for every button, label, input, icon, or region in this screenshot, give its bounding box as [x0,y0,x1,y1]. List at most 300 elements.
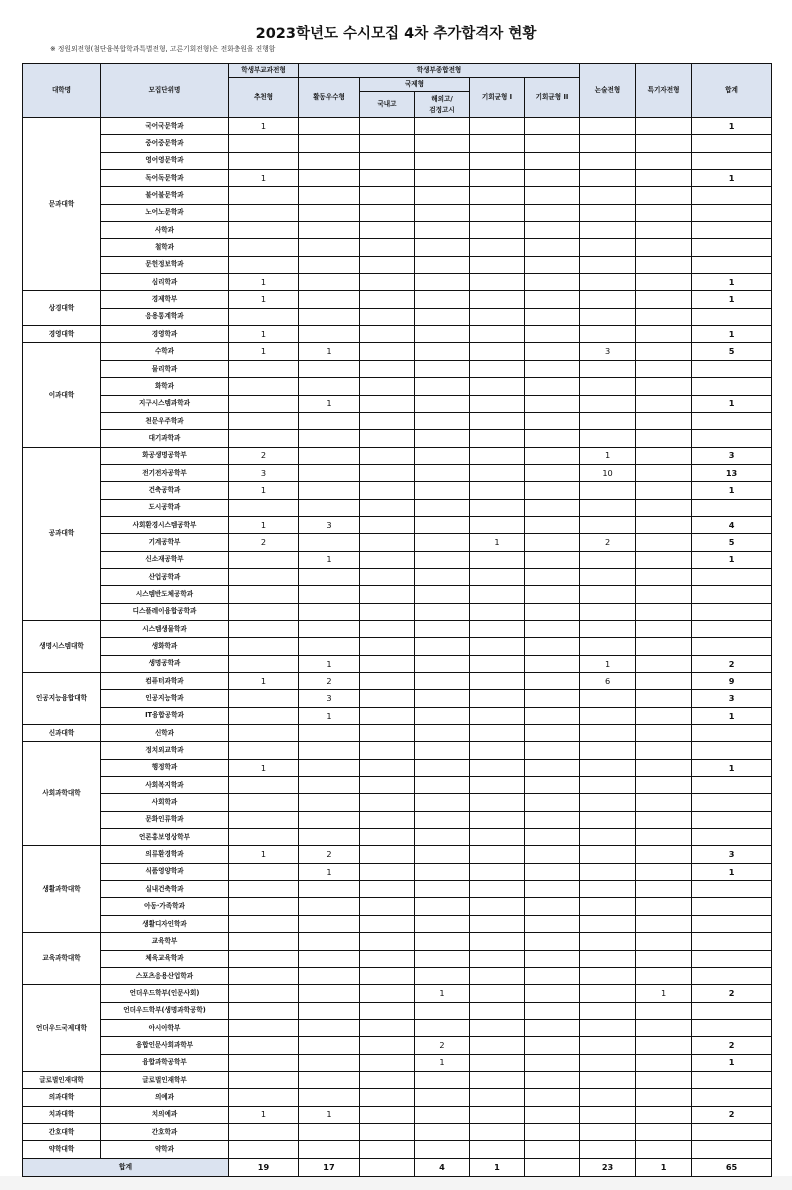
count-cell [636,1089,692,1106]
count-cell [229,551,299,568]
count-cell [229,933,299,950]
dept-name: IT융합공학과 [101,707,229,724]
count-cell [636,829,692,846]
dept-name: 아시아학부 [101,1019,229,1036]
row-total: 1 [692,551,772,568]
dept-name: 인공지능학과 [101,690,229,707]
row-total [692,135,772,152]
count-cell [636,482,692,499]
count-cell [229,898,299,915]
count-cell [360,759,415,776]
count-cell: 3 [580,343,636,360]
count-cell [470,430,525,447]
count-cell [229,222,299,239]
count-cell [415,638,470,655]
row-total: 13 [692,464,772,481]
table-row [23,967,772,984]
dept-name: 사회환경시스템공학부 [101,516,229,533]
row-total [692,499,772,516]
count-cell: 1 [299,551,360,568]
table-row [23,915,772,932]
row-total [692,568,772,585]
count-cell [580,811,636,828]
count-cell [525,222,580,239]
count-cell [470,412,525,429]
count-cell [470,516,525,533]
count-cell [360,1089,415,1106]
count-cell [636,1054,692,1071]
count-cell [525,360,580,377]
header-nonsul: 논술전형 [580,64,636,118]
count-cell [229,395,299,412]
row-total: 1 [692,482,772,499]
dept-name: 수학과 [101,343,229,360]
count-cell [360,794,415,811]
dept-name: 아동·가족학과 [101,898,229,915]
dept-name: 영어영문학과 [101,152,229,169]
count-cell [580,933,636,950]
count-cell [470,863,525,880]
count-cell [360,291,415,308]
count-cell [525,1106,580,1123]
dept-name: 컴퓨터과학과 [101,673,229,690]
dept-name: 응용통계학과 [101,308,229,325]
count-cell [470,1089,525,1106]
count-cell: 2 [229,534,299,551]
count-cell [299,1054,360,1071]
count-cell [636,499,692,516]
count-cell [470,620,525,637]
count-cell [580,950,636,967]
count-cell [299,412,360,429]
table-row [23,222,772,239]
count-cell [360,118,415,135]
table-row [23,464,772,481]
count-cell [229,915,299,932]
count-cell [299,898,360,915]
table-body [23,118,772,1177]
college-name: 문과대학 [23,118,101,291]
college-name: 약학대학 [23,1141,101,1158]
count-cell [360,690,415,707]
dept-name: 융합인문사회과학부 [101,1037,229,1054]
count-cell [525,655,580,672]
row-total: 1 [692,707,772,724]
row-total: 2 [692,1106,772,1123]
count-cell [580,863,636,880]
count-cell [299,499,360,516]
count-cell [636,343,692,360]
row-total: 5 [692,343,772,360]
header-haeoego-line2: 검정고시 [429,105,455,114]
count-cell [636,118,692,135]
count-cell [360,1071,415,1088]
college-name: 사회과학대학 [23,742,101,846]
count-cell [299,135,360,152]
header-gihoe1: 기회균형 I [470,78,525,118]
count-cell [636,378,692,395]
row-total: 1 [692,170,772,187]
count-cell [229,1037,299,1054]
total-cell [525,1158,580,1176]
row-total: 1 [692,759,772,776]
header-teukgi: 특기자전형 [636,64,692,118]
count-cell: 2 [299,673,360,690]
count-cell [525,430,580,447]
count-cell [470,759,525,776]
row-total [692,915,772,932]
count-cell [580,430,636,447]
count-cell [229,1141,299,1158]
row-total: 3 [692,846,772,863]
table-row [23,759,772,776]
count-cell: 10 [580,464,636,481]
count-cell [580,1123,636,1140]
dept-name: 노어노문학과 [101,204,229,221]
count-cell [636,655,692,672]
count-cell [360,152,415,169]
count-cell: 1 [580,655,636,672]
count-cell [470,274,525,291]
count-cell [360,707,415,724]
count-cell [360,742,415,759]
dept-name: 체육교육학과 [101,950,229,967]
count-cell [299,1123,360,1140]
count-cell [525,464,580,481]
count-cell [415,1002,470,1019]
count-cell [360,620,415,637]
table-row [23,187,772,204]
count-cell [229,655,299,672]
dept-name: 지구시스템과학과 [101,395,229,412]
count-cell [229,1071,299,1088]
header-hwaldong: 활동우수형 [299,78,360,118]
count-cell [415,430,470,447]
count-cell [525,343,580,360]
header-total: 합계 [692,64,772,118]
total-cell: 17 [299,1158,360,1176]
table-row [23,395,772,412]
count-cell [360,829,415,846]
count-cell [580,846,636,863]
college-name: 상경대학 [23,291,101,326]
count-cell: 2 [299,846,360,863]
dept-name: 생화학과 [101,638,229,655]
count-cell [229,430,299,447]
count-cell [415,1071,470,1088]
table-row [23,430,772,447]
count-cell [470,690,525,707]
count-cell [580,1037,636,1054]
header-college: 대학명 [23,64,101,118]
count-cell [415,690,470,707]
count-cell [580,395,636,412]
count-cell [415,863,470,880]
count-cell [415,187,470,204]
table-row [23,1123,772,1140]
count-cell [229,187,299,204]
row-total [692,638,772,655]
count-cell [636,464,692,481]
dept-name: 문헌정보학과 [101,256,229,273]
count-cell [415,707,470,724]
dept-name: 시스템생물학과 [101,620,229,637]
count-cell [470,742,525,759]
count-cell [580,620,636,637]
row-total: 4 [692,516,772,533]
count-cell [360,638,415,655]
count-cell [360,811,415,828]
count-cell [636,204,692,221]
count-cell [470,326,525,343]
dept-name: 사회학과 [101,794,229,811]
row-total: 1 [692,863,772,880]
table-row [23,1089,772,1106]
table-row [23,725,772,742]
count-cell [299,933,360,950]
count-cell [525,551,580,568]
count-cell: 3 [299,516,360,533]
count-cell [415,222,470,239]
count-cell [415,603,470,620]
table-row [23,360,772,377]
count-cell [580,1141,636,1158]
row-total [692,1141,772,1158]
table-row [23,846,772,863]
count-cell [580,967,636,984]
count-cell [525,152,580,169]
count-cell [470,256,525,273]
count-cell: 1 [415,1054,470,1071]
row-total [692,933,772,950]
count-cell [580,308,636,325]
count-cell [415,811,470,828]
row-total [692,1019,772,1036]
count-cell [636,742,692,759]
dept-name: 언더우드학부(생명과학공학) [101,1002,229,1019]
table-row [23,1106,772,1123]
count-cell [470,725,525,742]
count-cell: 1 [636,985,692,1002]
document-note: ※ 정원외전형(첨단융복합학과특별전형, 고른기회전형)은 전화충원을 진행함 [50,45,276,53]
count-cell [360,777,415,794]
count-cell [299,291,360,308]
count-cell [299,308,360,325]
count-cell [636,135,692,152]
count-cell [415,256,470,273]
count-cell [525,620,580,637]
count-cell [299,568,360,585]
count-cell [415,152,470,169]
count-cell [360,846,415,863]
college-name: 공과대학 [23,447,101,620]
count-cell [229,256,299,273]
count-cell [229,1002,299,1019]
count-cell [415,170,470,187]
dept-name: 언더우드학부(인문사회) [101,985,229,1002]
count-cell [299,950,360,967]
count-cell [525,118,580,135]
count-cell [299,1089,360,1106]
row-total: 1 [692,291,772,308]
count-cell [415,1089,470,1106]
count-cell [636,898,692,915]
count-cell [636,360,692,377]
count-cell: 1 [229,516,299,533]
dept-name: 대기과학과 [101,430,229,447]
count-cell [415,135,470,152]
count-cell [636,170,692,187]
table-row [23,777,772,794]
count-cell [299,118,360,135]
count-cell [525,187,580,204]
count-cell [229,586,299,603]
header-chucheon: 추천형 [229,78,299,118]
count-cell [229,725,299,742]
count-cell [415,360,470,377]
count-cell [580,898,636,915]
count-cell [580,829,636,846]
count-cell [580,326,636,343]
row-total [692,620,772,637]
table-row [23,655,772,672]
row-total: 3 [692,690,772,707]
row-total [692,725,772,742]
count-cell [415,967,470,984]
count-cell [360,1106,415,1123]
total-cell: 4 [415,1158,470,1176]
table-row [23,1141,772,1158]
count-cell [636,152,692,169]
count-cell [636,412,692,429]
count-cell [580,360,636,377]
count-cell [299,378,360,395]
count-cell: 1 [229,326,299,343]
count-cell [229,742,299,759]
count-cell [470,655,525,672]
count-cell [470,568,525,585]
row-total [692,187,772,204]
college-name: 생활과학대학 [23,846,101,933]
count-cell [636,1002,692,1019]
count-cell [470,291,525,308]
count-cell [636,1141,692,1158]
count-cell [580,707,636,724]
count-cell [299,759,360,776]
dept-name: 융합과학공학부 [101,1054,229,1071]
count-cell [415,1106,470,1123]
count-cell [415,898,470,915]
count-cell [580,412,636,429]
count-cell [299,326,360,343]
dept-name: 치의예과 [101,1106,229,1123]
count-cell [525,274,580,291]
count-cell [525,534,580,551]
dept-name: 경영학과 [101,326,229,343]
count-cell [415,777,470,794]
count-cell [636,256,692,273]
table-row [23,135,772,152]
table-row [23,499,772,516]
header-haeoego [415,92,470,118]
count-cell [636,187,692,204]
count-cell [299,152,360,169]
table-row [23,742,772,759]
count-cell [415,239,470,256]
count-cell [415,274,470,291]
college-name: 인공지능융합대학 [23,673,101,725]
count-cell: 1 [299,655,360,672]
count-cell [360,673,415,690]
row-total [692,898,772,915]
count-cell [299,222,360,239]
count-cell [360,204,415,221]
count-cell [470,950,525,967]
count-cell [580,135,636,152]
count-cell [415,568,470,585]
count-cell [360,343,415,360]
count-cell [470,846,525,863]
count-cell [415,499,470,516]
count-cell [360,863,415,880]
count-cell [299,829,360,846]
count-cell [360,655,415,672]
count-cell [525,1019,580,1036]
college-name: 언더우드국제대학 [23,985,101,1072]
count-cell [525,673,580,690]
count-cell [580,777,636,794]
row-total: 2 [692,655,772,672]
count-cell [525,1141,580,1158]
count-cell [525,447,580,464]
count-cell [580,1054,636,1071]
table-row [23,811,772,828]
count-cell: 3 [229,464,299,481]
table-row [23,516,772,533]
count-cell [470,118,525,135]
row-total [692,1071,772,1088]
count-cell [470,135,525,152]
count-cell [636,863,692,880]
count-cell [580,274,636,291]
count-cell [415,447,470,464]
row-total [692,152,772,169]
count-cell: 1 [229,759,299,776]
count-cell [470,915,525,932]
count-cell [415,759,470,776]
count-cell [360,985,415,1002]
count-cell [636,673,692,690]
table-row [23,1019,772,1036]
table-row [23,482,772,499]
dept-name: 생명공학과 [101,655,229,672]
count-cell [360,430,415,447]
count-cell [229,881,299,898]
count-cell [525,846,580,863]
dept-name: 철학과 [101,239,229,256]
count-cell [229,690,299,707]
count-cell [580,482,636,499]
count-cell: 1 [229,343,299,360]
count-cell [470,222,525,239]
count-cell [299,777,360,794]
count-cell [229,412,299,429]
count-cell [636,395,692,412]
count-cell [636,1071,692,1088]
header-gungnaego: 국내고 [360,92,415,118]
count-cell [299,985,360,1002]
count-cell [229,811,299,828]
